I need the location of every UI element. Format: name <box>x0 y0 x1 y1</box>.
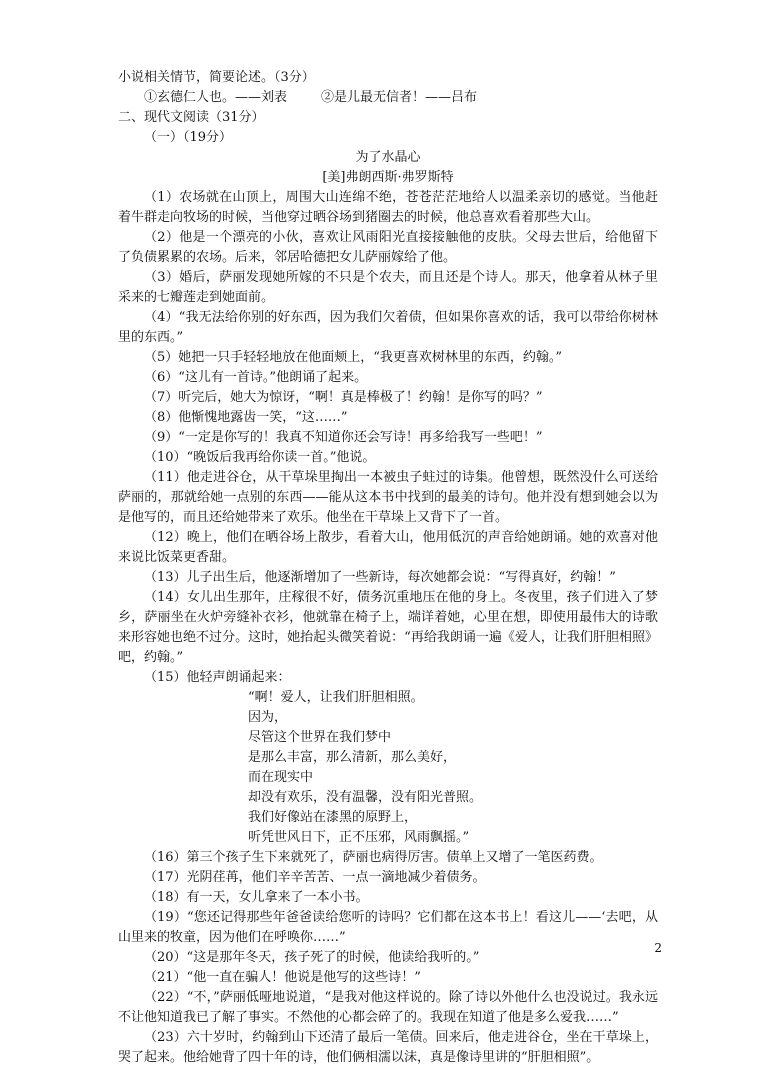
document-page <box>118 68 658 1068</box>
paragraph-23: （23）六十岁时，约翰到山下还清了最后一笔债。回来后，他走进谷仓，坐在干草垛上，哭了起来。他给她背了四十年的诗，他们俩相濡以沫，真是像诗里讲的“肝胆相照”。 <box>118 1030 658 1065</box>
article-author: [美]弗朗西斯·弗罗斯特 <box>322 170 454 185</box>
paragraph-5: （5）她把一只手轻轻地放在他面颊上，“我更喜欢树林里的东西，约翰。” <box>144 350 563 365</box>
paragraph-11: （11）他走进谷仓，从干草垛里掏出一本被虫子蛀过的诗集。他曾想，既然没什么可送给萨丽的，那就给她一点别的东西——能从这本书中找到的最美的诗句。他并没有想到她会以为是他写的，而且还给她带来了欢乐。他坐在干草垛上又背下了一首。 <box>118 470 658 525</box>
quote-1: ①玄德仁人也。——刘表 <box>144 90 288 105</box>
paragraph-12: （12）晚上，他们在晒谷场上散步，看着大山，他用低沉的声音给她朗诵。她的欢喜对他来说比饭菜更香甜。 <box>118 530 658 565</box>
paragraph-22: （22）“不，”萨丽低哑地说道，“是我对他这样说的。除了诗以外他什么也没说过。我永远不让他知道我已了解了事实。不然他的心都会碎了的。我现在知道了他是多么爱我……” <box>118 990 658 1025</box>
paragraph-20: （20）“这是那年冬天，孩子死了的时候，他读给我听的。” <box>144 950 480 965</box>
quote-2: ②是儿最无信者！——吕布 <box>321 90 478 105</box>
poem-line: 而在现实中 <box>248 770 314 785</box>
paragraph-19: （19）“您还记得那些年爸爸读给您听的诗吗？它们都在这本书上！看这儿——‘去吧，从山里来的牧童，因为他们在呼唤你……” <box>118 910 658 945</box>
paragraph-2: （2）他是一个漂亮的小伙，喜欢让风雨阳光直接接触他的皮肤。父母去世后，给他留下了负债累累的农场。后来，邻居哈德把女儿萨丽嫁给了他。 <box>118 230 658 265</box>
paragraph-16: （16）第三个孩子生下来就死了，萨丽也病得厉害。债单上又增了一笔医药费。 <box>144 850 603 865</box>
paragraph-13: （13）儿子出生后，他逐渐增加了一些新诗，每次她都会说：“写得真好，约翰！” <box>144 570 616 585</box>
paragraph-6: （6）“这儿有一首诗。”他朗诵了起来。 <box>144 370 368 385</box>
intro-line: 小说相关情节，简要论述。（3分） <box>118 70 315 85</box>
paragraph-8: （8）他惭愧地露齿一笑，“这……” <box>144 410 348 425</box>
poem-line: “啊！爱人，让我们肝胆相照。 <box>248 690 424 705</box>
section-title: 二、现代文阅读（31分） <box>118 110 265 125</box>
paragraph-4: （4）“我无法给你别的好东西，因为我们欠着债，但如果你喜欢的话，我可以带给你树林里的东西。” <box>118 310 658 345</box>
paragraph-14: （14）女儿出生那年，庄稼很不好，债务沉重地压在他的身上。冬夜里，孩子们进入了梦乡，萨丽坐在火炉旁缝补衣衫，他就靠在椅子上，端详着她，心里在想，即使用最伟大的诗歌来形容她也绝不过分。这时，她抬起头微笑着说：“再给我朗诵一遍《爱人，让我们肝胆相照》吧，约翰。” <box>118 590 658 665</box>
poem-line: 听凭世风日下，正不压邪，风雨飘摇。” <box>248 830 470 845</box>
paragraph-17: （17）光阴荏苒，他们辛辛苦苦、一点一滴地减少着债务。 <box>144 870 486 885</box>
paragraph-3: （3）婚后，萨丽发现她所嫁的不只是个农夫，而且还是个诗人。那天，他拿着从林子里采来的七瓣莲走到她面前。 <box>118 270 658 305</box>
paragraph-15: （15）他轻声朗诵起来： <box>144 670 291 685</box>
paragraph-1: （1）农场就在山顶上，周围大山连绵不绝，苍苍茫茫地给人以温柔亲切的感觉。当他赶着牛群走向牧场的时候，当他穿过晒谷场到猪圈去的时候，他总喜欢看着那些大山。 <box>118 190 658 225</box>
article-title: 为了水晶心 <box>355 150 421 165</box>
poem-block <box>118 688 658 848</box>
quote-line <box>118 88 658 108</box>
paragraph-7: （7）听完后，她大为惊讶，“啊！真是棒极了！约翰！是你写的吗？” <box>144 390 543 405</box>
poem-line: 因为， <box>248 710 288 725</box>
paragraph-21: （21）“他一直在骗人！他说是他写的这些诗！” <box>144 970 421 985</box>
section-subtitle: （一）（19分） <box>144 130 233 145</box>
poem-line: 却没有欢乐，没有温馨，没有阳光普照。 <box>248 790 483 805</box>
paragraph-9: （9）“一定是你写的！我真不知道你还会写诗！再多给我写一些吧！” <box>144 430 543 445</box>
poem-line: 尽管这个世界在我们梦中 <box>248 730 392 745</box>
page-number: 2 <box>654 941 662 955</box>
paragraph-10: （10）“晚饭后我再给你读一首。”他说。 <box>144 450 376 465</box>
poem-line: 我们好像站在漆黑的原野上， <box>248 810 418 825</box>
paragraph-18: （18）有一天，女儿拿来了一本小书。 <box>144 890 369 905</box>
poem-line: 是那么丰富，那么清新，那么美好， <box>248 750 457 765</box>
